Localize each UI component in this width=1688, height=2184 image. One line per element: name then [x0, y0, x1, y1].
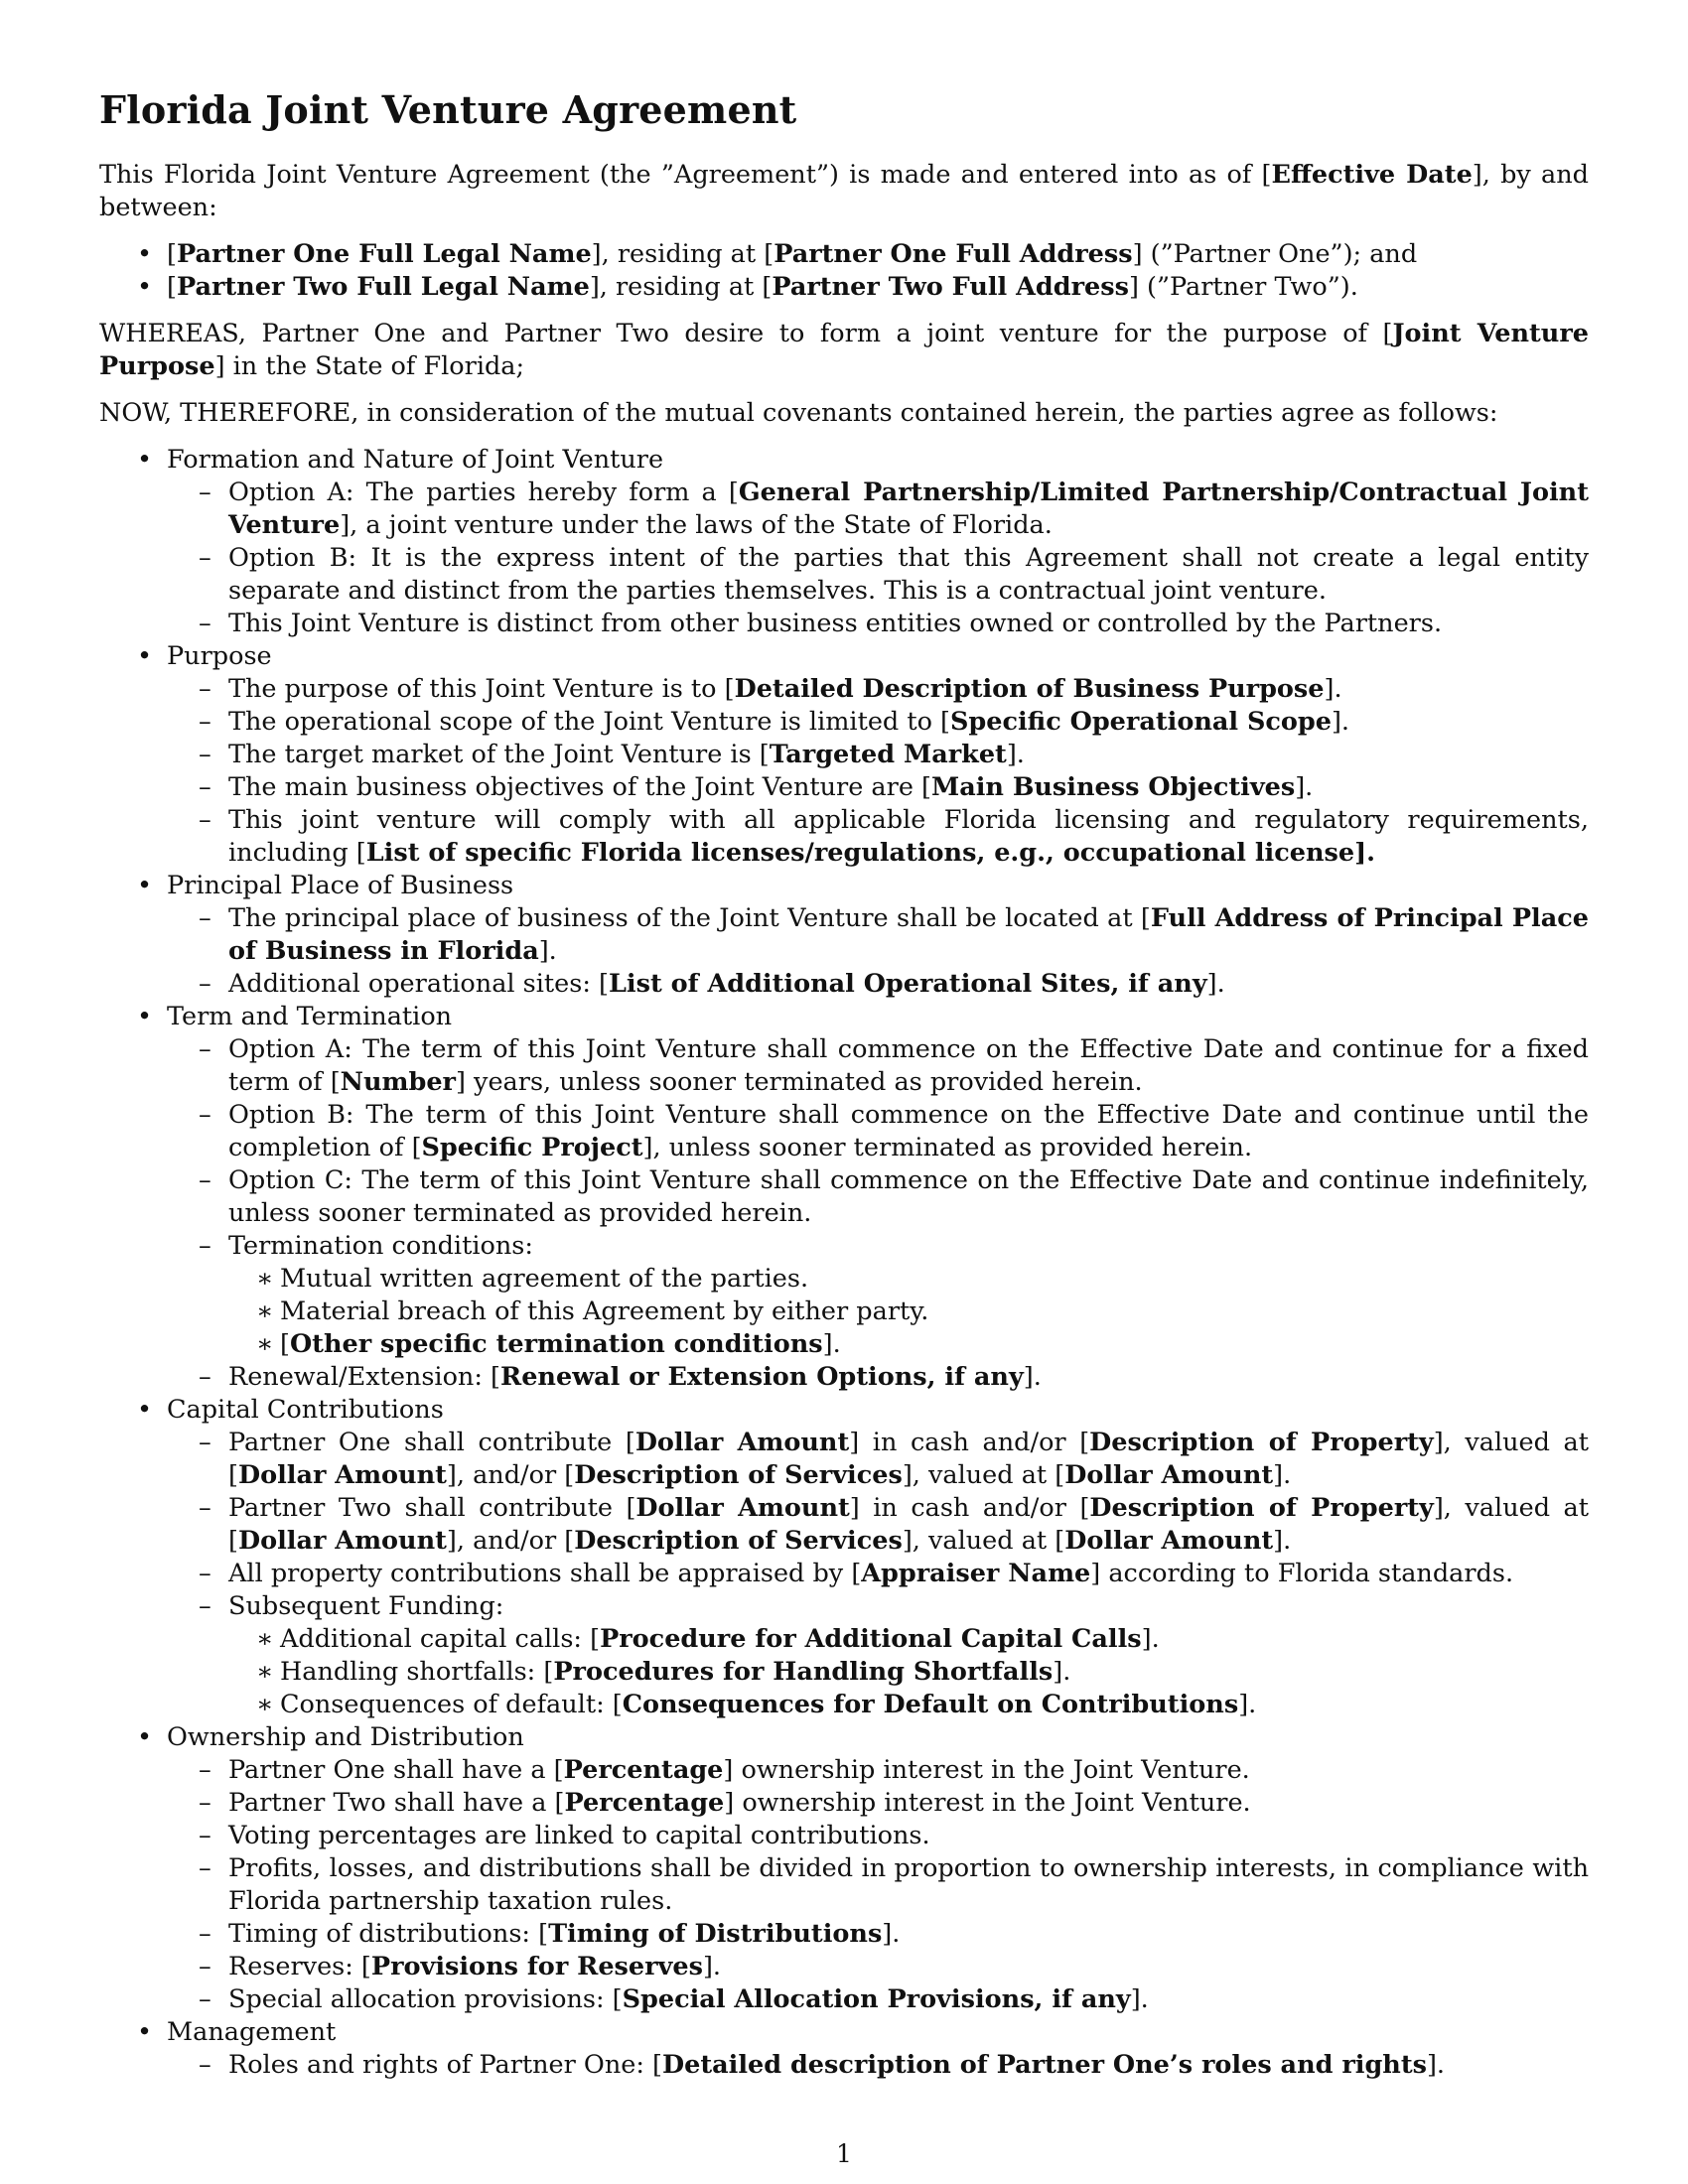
list-item: – Partner Two shall contribute [Dollar Amount] in cash and/or [Description of Property], valued at [Dollar Amount], and/or [Description of Services], valued at [Dollar Amount].: [167, 1492, 1589, 1558]
section-term: [99, 1001, 1589, 1394]
list-item: • [Partner One Full Legal Name], residing at [Partner One Full Address] (”Partner One”); and: [99, 238, 1589, 271]
list-item: – Additional operational sites: [List of Additional Operational Sites, if any].: [167, 968, 1589, 1001]
list-item: – Option C: The term of this Joint Venture shall commence on the Effective Date and continue indefinitely, unless sooner terminated as provided herein.: [167, 1164, 1589, 1230]
list-item: – This joint venture will comply with all applicable Florida licensing and regulatory requirements, including [List of specific Florida licenses/regulations, e.g., occupational license].: [167, 804, 1589, 870]
section-heading: Ownership and Distribution: [167, 1722, 524, 1752]
list-item: – The target market of the Joint Venture is [Targeted Market].: [167, 739, 1589, 771]
whereas-paragraph: WHEREAS, Partner One and Partner Two desire to form a joint venture for the purpose of [Joint Venture Purpose] in the State of Florida;: [99, 319, 1589, 381]
list-item: – Special allocation provisions: [Special Allocation Provisions, if any].: [167, 1983, 1589, 2016]
list-item: – This Joint Venture is distinct from other business entities owned or controlled by the Partners.: [167, 608, 1589, 640]
section-formation: [99, 444, 1589, 640]
list-item: – The purpose of this Joint Venture is to [Detailed Description of Business Purpose].: [167, 673, 1589, 706]
list-item: – The main business objectives of the Joint Venture are [Main Business Objectives].: [167, 771, 1589, 804]
list-item: – The principal place of business of the Joint Venture shall be located at [Full Address of Principal Place of Business in Florida].: [167, 902, 1589, 968]
sub-list-item: ∗ Mutual written agreement of the parties.: [228, 1263, 1589, 1296]
section-ownership: [99, 1721, 1589, 2016]
page-number: 1: [836, 2139, 852, 2168]
section-heading: Principal Place of Business: [167, 871, 514, 900]
list-item: – Voting percentages are linked to capital contributions.: [167, 1820, 1589, 1852]
section-purpose: [99, 640, 1589, 870]
section-principal-place: [99, 870, 1589, 1001]
parties-list: [99, 238, 1589, 304]
section-heading: Purpose: [167, 641, 272, 671]
sub-list-item: ∗ Handling shortfalls: [Procedures for Handling Shortfalls].: [228, 1656, 1589, 1689]
sub-list-item: ∗ [Other specific termination conditions].: [228, 1328, 1589, 1361]
section-heading: Capital Contributions: [167, 1395, 444, 1425]
list-item: – Termination conditions: ∗ Mutual written agreement of the parties. ∗ Material breach of this Agreement by either party. ∗ [Other specific termination conditions].: [167, 1230, 1589, 1361]
list-item: – Option B: The term of this Joint Venture shall commence on the Effective Date and continue until the completion of [Specific Project], unless sooner terminated as provided herein.: [167, 1099, 1589, 1164]
sections-list: [99, 444, 1589, 2082]
intro-paragraph: This Florida Joint Venture Agreement (the ”Agreement”) is made and entered into as of [Effective Date], by and between:: [99, 160, 1590, 222]
list-item: – Option B: It is the express intent of the parties that this Agreement shall not create a legal entity separate and distinct from the parties themselves. This is a contractual joint venture.: [167, 542, 1589, 608]
page-title: Florida Joint Venture Agreement: [99, 87, 797, 132]
list-item: – Partner One shall have a [Percentage] ownership interest in the Joint Venture.: [167, 1754, 1589, 1787]
sub-list-item: ∗ Material breach of this Agreement by either party.: [228, 1296, 1589, 1328]
list-item: – Timing of distributions: [Timing of Distributions].: [167, 1918, 1589, 1951]
sub-list-item: ∗ Additional capital calls: [Procedure for Additional Capital Calls].: [228, 1623, 1589, 1656]
list-item: – Renewal/Extension: [Renewal or Extension Options, if any].: [167, 1361, 1589, 1394]
section-heading: Formation and Nature of Joint Venture: [167, 445, 664, 475]
sub-list-item: ∗ Consequences of default: [Consequences for Default on Contributions].: [228, 1689, 1589, 1721]
now-therefore-paragraph: NOW, THEREFORE, in consideration of the mutual covenants contained herein, the parties agree as follows:: [99, 398, 1498, 428]
list-item: – Roles and rights of Partner One: [Detailed description of Partner One’s roles and rights].: [167, 2049, 1589, 2082]
section-heading: Term and Termination: [167, 1002, 453, 1031]
list-item: – Partner Two shall have a [Percentage] ownership interest in the Joint Venture.: [167, 1787, 1589, 1820]
section-heading: Management: [167, 2017, 337, 2047]
section-management: [99, 2016, 1589, 2082]
section-capital: [99, 1394, 1589, 1721]
list-item: – Profits, losses, and distributions shall be divided in proportion to ownership interests, in compliance with Florida partnership taxation rules.: [167, 1852, 1589, 1918]
list-item: – Option A: The parties hereby form a [General Partnership/Limited Partnership/Contractual Joint Venture], a joint venture under the laws of the State of Florida.: [167, 477, 1589, 542]
list-item: – The operational scope of the Joint Venture is limited to [Specific Operational Scope].: [167, 706, 1589, 739]
list-item: • [Partner Two Full Legal Name], residing at [Partner Two Full Address] (”Partner Two”).: [99, 271, 1589, 304]
list-item: – Partner One shall contribute [Dollar Amount] in cash and/or [Description of Property], valued at [Dollar Amount], and/or [Description of Services], valued at [Dollar Amount].: [167, 1427, 1589, 1492]
list-item: – Subsequent Funding: ∗ Additional capital calls: [Procedure for Additional Capital Calls]. ∗ Handling shortfalls: [Procedures for Handling Shortfalls]. ∗ Consequences of default: [Consequences for Default on Contributions].: [167, 1590, 1589, 1721]
list-item: – All property contributions shall be appraised by [Appraiser Name] according to Florida standards.: [167, 1558, 1589, 1590]
document-body: [99, 159, 1589, 2082]
list-item: – Reserves: [Provisions for Reserves].: [167, 1951, 1589, 1983]
list-item: – Option A: The term of this Joint Venture shall commence on the Effective Date and continue for a fixed term of [Number] years, unless sooner terminated as provided herein.: [167, 1033, 1589, 1099]
